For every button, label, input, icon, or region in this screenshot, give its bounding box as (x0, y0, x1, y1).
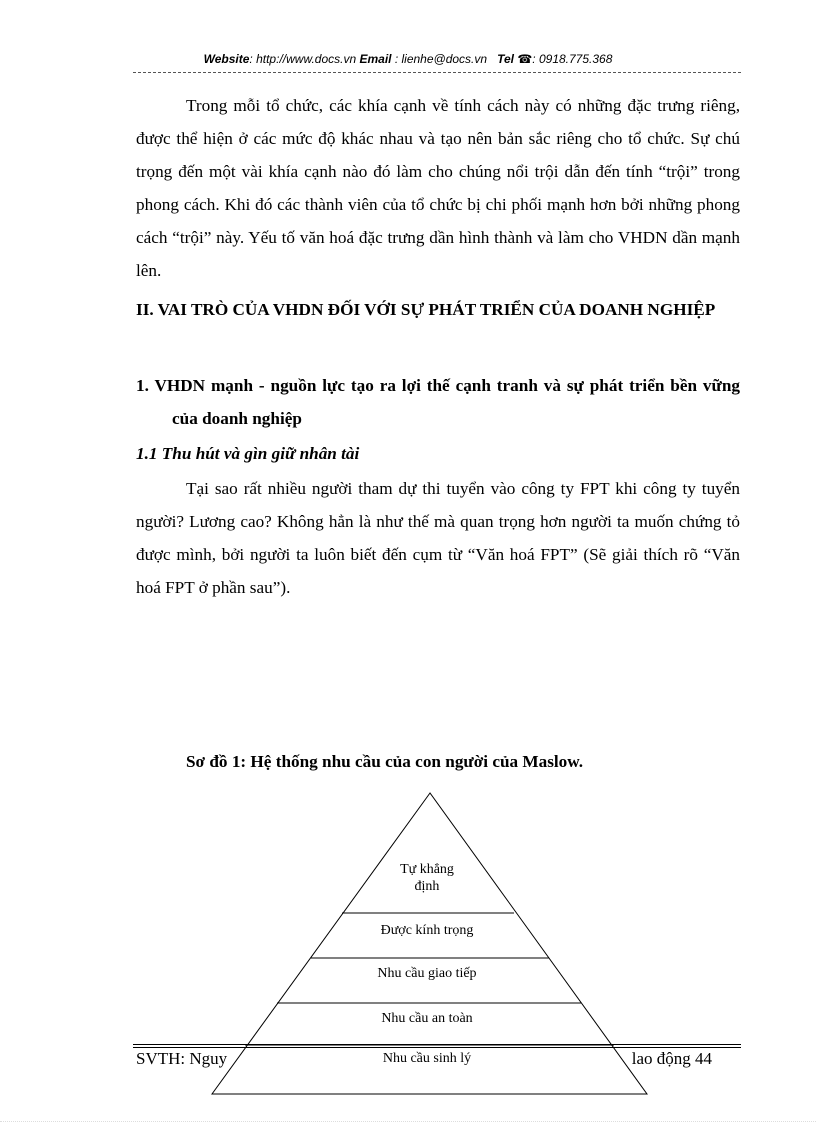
paragraph-fpt: Tại sao rất nhiều người tham dự thi tuyển vào công ty FPT khi công ty tuyển người? Lương cao? Không hẳn là như thế mà quan trọng hơn người ta muốn chứng tỏ được mình, bởi người ta luôn biết đến cụm từ “Văn hoá FPT” (Sẽ giải thích rõ “Văn hoá FPT ở phần sau”). (136, 479, 740, 597)
level-physiological: Nhu cầu sinh lý (382, 1051, 472, 1066)
website-value: : http://www.docs.vn (249, 52, 357, 66)
email-value: : lienhe@docs.vn (391, 52, 488, 66)
level-self-actualization-line1: Tự khẳng (400, 862, 454, 877)
footer-divider-top (133, 1044, 741, 1045)
level-safety: Nhu cầu an toàn (381, 1011, 473, 1026)
phone-icon: ☎ (517, 52, 533, 66)
footer-divider-bottom (133, 1047, 741, 1048)
tel-value: : 0918.775.368 (532, 52, 613, 66)
website-label: Website (203, 52, 250, 66)
paragraph-intro: Trong mỗi tổ chức, các khía cạnh về tính cách này có những đặc trưng riêng, được thể hiện ở các mức độ khác nhau và tạo nên bản sắc riêng cho tổ chức. Sự chú trọng đến một vài khía cạnh nào đó làm cho chúng nổi trội dẫn đến tính “trội” trong phong cách. Khi đó các thành viên của tổ chức bị chi phối mạnh hơn bởi những phong cách “trội” này. Yếu tố văn hoá đặc trưng dần hình thành và làm cho VHDN dần mạnh lên. (136, 96, 740, 280)
level-self-actualization-line2: định (414, 879, 440, 894)
level-esteem: Được kính trọng (380, 923, 474, 938)
pyramid-outline (212, 793, 647, 1094)
page-bottom-edge (0, 1121, 816, 1122)
level-social: Nhu cầu giao tiếp (377, 966, 477, 981)
diagram-caption: Sơ đồ 1: Hệ thống nhu cầu của con người của Maslow. (186, 752, 584, 771)
tel-label: Tel (497, 52, 514, 66)
footer-right-text: lao động 44 (631, 1049, 712, 1068)
section-heading-ii: II. VAI TRÒ CỦA VHDN ĐỐI VỚI SỰ PHÁT TRIỂN CỦA DOANH NGHIỆP (136, 300, 716, 319)
section-heading-1: 1. VHDN mạnh - nguồn lực tạo ra lợi thế cạnh tranh và sự phát triển bền vững của doanh nghiệp (136, 376, 740, 428)
email-label: Email (359, 52, 392, 66)
footer-left-text: SVTH: Nguy (136, 1049, 228, 1068)
subsection-heading-1-1: 1.1 Thu hút và gìn giữ nhân tài (136, 444, 360, 463)
